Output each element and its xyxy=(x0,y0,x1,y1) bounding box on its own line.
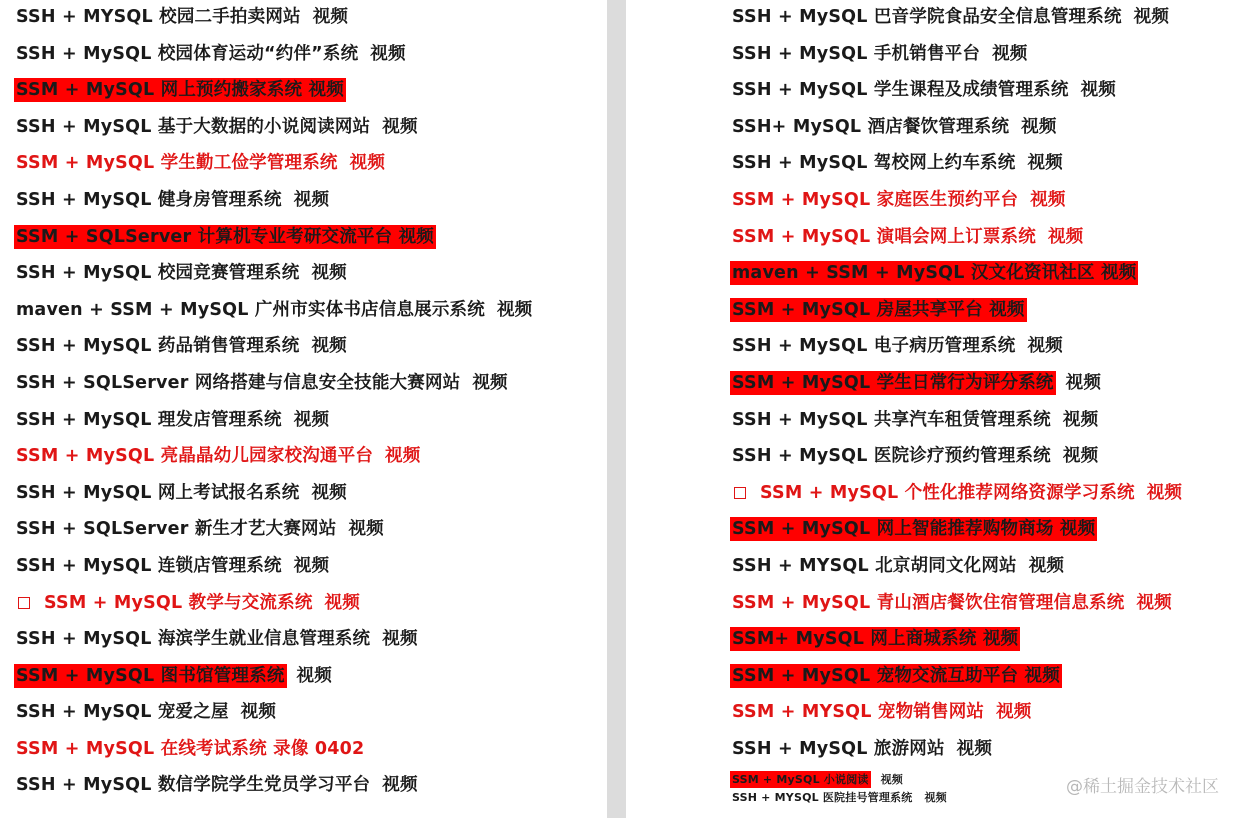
item-suffix: 视频 xyxy=(1133,7,1170,27)
item-title: SSM + MySQL 亮晶晶幼儿园家校沟通平台 xyxy=(16,446,374,467)
item-title: SSH + MySQL 基于大数据的小说阅读网站 xyxy=(16,116,371,137)
item-suffix: 视频 xyxy=(1030,189,1066,210)
item-title: SSM + MySQL 教学与交流系统 xyxy=(44,592,313,613)
list-item xyxy=(730,187,1182,224)
list-item xyxy=(730,370,1182,407)
list-item xyxy=(730,736,1182,773)
project-list-right xyxy=(730,4,1182,808)
list-item xyxy=(14,443,532,480)
item-title: SSH + MySQL 旅游网站 xyxy=(732,738,945,759)
item-suffix: 视频 xyxy=(1021,116,1057,137)
item-suffix: 视频 xyxy=(370,43,406,64)
item-suffix: 视频 xyxy=(293,409,330,430)
item-suffix: 视频 xyxy=(1146,482,1183,503)
item-suffix: 视频 xyxy=(996,702,1032,723)
list-item xyxy=(730,590,1182,627)
item-title: SSM + MySQL 学生勤工俭学管理系统 xyxy=(16,153,338,174)
item-title: SSM + MySQL 小说阅读 xyxy=(732,773,869,787)
list-item xyxy=(14,663,532,700)
item-title: SSM + MySQL 房屋共享平台 视频 xyxy=(732,299,1025,320)
item-title: SSM + MySQL 学生日常行为评分系统 xyxy=(732,372,1054,393)
item-title: SSH + MySQL 校园体育运动“约伴”系统 xyxy=(16,43,359,64)
item-suffix: 视频 xyxy=(496,299,533,320)
item-suffix: 视频 xyxy=(1080,80,1116,101)
item-suffix: 视频 xyxy=(293,555,330,576)
list-item xyxy=(14,480,532,517)
item-title: SSH + MySQL 海滨学生就业信息管理系统 xyxy=(16,629,371,650)
item-title: SSH + MYSQL 医院挂号管理系统 xyxy=(732,791,913,805)
item-title: maven + SSM + MySQL 汉文化资讯社区 视频 xyxy=(732,263,1137,284)
item-suffix: 视频 xyxy=(311,482,347,503)
item-title: maven + SSM + MySQL 广州市实体书店信息展示系统 xyxy=(16,299,485,320)
item-title: SSM + MYSQL 宠物销售网站 xyxy=(732,702,985,723)
item-suffix: 视频 xyxy=(472,372,508,393)
item-suffix: 视频 xyxy=(348,519,384,540)
item-suffix: 视频 xyxy=(1027,336,1063,357)
list-item xyxy=(730,114,1182,151)
item-suffix: 视频 xyxy=(924,791,947,805)
item-title: SSH+ MySQL 酒店餐饮管理系统 xyxy=(732,116,1010,137)
watermark: @稀土掘金技术社区 xyxy=(1066,777,1219,797)
list-item xyxy=(14,772,532,809)
checkbox-icon xyxy=(18,597,30,609)
item-suffix: 视频 xyxy=(382,629,418,650)
item-suffix: 视频 xyxy=(296,665,332,686)
list-item xyxy=(14,260,532,297)
item-suffix: 视频 xyxy=(382,775,418,796)
list-item xyxy=(14,699,532,736)
list-item xyxy=(14,333,532,370)
item-title: SSM + MySQL 在线考试系统 录像 0402 xyxy=(16,738,365,759)
list-item xyxy=(14,626,532,663)
item-suffix: 视频 xyxy=(312,7,349,27)
list-item xyxy=(730,41,1182,78)
list-item xyxy=(14,516,532,553)
item-title: SSH + MySQL 理发店管理系统 xyxy=(16,409,282,430)
item-suffix: 视频 xyxy=(311,336,347,357)
item-title: SSH + SQLServer 网络搭建与信息安全技能大赛网站 xyxy=(16,372,461,393)
item-title: SSH + MySQL 学生课程及成绩管理系统 xyxy=(732,80,1069,101)
list-item xyxy=(14,553,532,590)
item-suffix: 视频 xyxy=(240,702,277,723)
item-title: SSH + MySQL 连锁店管理系统 xyxy=(16,555,282,576)
item-title: SSM + MySQL 网上预约搬家系统 视频 xyxy=(16,80,344,101)
item-title: SSM+ MySQL 网上商城系统 视频 xyxy=(732,629,1019,650)
list-item xyxy=(14,224,532,261)
checkbox-icon xyxy=(734,487,746,499)
item-title: SSH + MySQL 网上考试报名系统 xyxy=(16,482,300,503)
item-suffix: 视频 xyxy=(293,189,330,210)
list-item xyxy=(14,297,532,334)
item-suffix: 视频 xyxy=(956,738,993,759)
list-item xyxy=(730,77,1182,114)
item-suffix: 视频 xyxy=(324,592,360,613)
list-item xyxy=(730,516,1182,553)
item-suffix: 视频 xyxy=(385,446,421,467)
item-title: SSH + MySQL 药品销售管理系统 xyxy=(16,336,300,357)
list-item xyxy=(14,150,532,187)
list-item xyxy=(730,699,1182,736)
item-suffix: 视频 xyxy=(1065,372,1102,393)
item-title: SSM + SQLServer 计算机专业考研交流平台 视频 xyxy=(16,226,435,247)
project-list-left xyxy=(14,4,532,809)
list-item xyxy=(14,187,532,224)
list-item xyxy=(730,480,1182,517)
item-title: SSM + MySQL 宠物交流互助平台 视频 xyxy=(732,665,1060,686)
item-title: SSM + MySQL 家庭医生预约平台 xyxy=(732,189,1019,210)
item-title: SSH + MySQL 宠爱之屋 xyxy=(16,702,229,723)
item-title: SSH + MySQL 校园竞赛管理系统 xyxy=(16,263,300,284)
item-suffix: 视频 xyxy=(1047,226,1084,247)
list-item xyxy=(730,260,1182,297)
item-suffix: 视频 xyxy=(382,116,418,137)
list-item xyxy=(730,407,1182,444)
item-title: SSH + MYSQL 校园二手拍卖网站 xyxy=(16,7,301,27)
list-item xyxy=(730,443,1182,480)
list-item xyxy=(730,4,1182,41)
list-item xyxy=(14,41,532,78)
list-item xyxy=(730,663,1182,700)
item-suffix: 视频 xyxy=(349,153,386,174)
item-title: SSM + MySQL 演唱会网上订票系统 xyxy=(732,226,1036,247)
item-title: SSH + MySQL 共享汽车租赁管理系统 xyxy=(732,409,1051,430)
list-item xyxy=(14,370,532,407)
item-suffix: 视频 xyxy=(1062,409,1099,430)
list-item xyxy=(14,4,532,41)
item-suffix: 视频 xyxy=(880,773,904,787)
list-item xyxy=(14,736,532,773)
list-item xyxy=(14,407,532,444)
item-title: SSH + MySQL 健身房管理系统 xyxy=(16,189,282,210)
list-item xyxy=(14,590,532,627)
list-item xyxy=(730,150,1182,187)
item-suffix: 视频 xyxy=(1062,446,1099,467)
item-title: SSH + MySQL 电子病历管理系统 xyxy=(732,336,1016,357)
item-suffix: 视频 xyxy=(992,43,1028,64)
list-item xyxy=(14,77,532,114)
item-title: SSH + MySQL 医院诊疗预约管理系统 xyxy=(732,446,1051,467)
item-title: SSH + MySQL 巴音学院食品安全信息管理系统 xyxy=(732,7,1122,27)
item-suffix: 视频 xyxy=(1027,153,1063,174)
item-title: SSM + MySQL 个性化推荐网络资源学习系统 xyxy=(760,482,1135,503)
item-title: SSH + MySQL 手机销售平台 xyxy=(732,43,981,64)
item-title: SSH + SQLServer 新生才艺大赛网站 xyxy=(16,519,337,540)
list-item xyxy=(730,297,1182,334)
item-title: SSH + MYSQL 北京胡同文化网站 xyxy=(732,555,1017,576)
list-item xyxy=(730,626,1182,663)
item-title: SSM + MySQL 青山酒店餐饮住宿管理信息系统 xyxy=(732,592,1125,613)
list-item xyxy=(730,553,1182,590)
item-title: SSH + MySQL 数信学院学生党员学习平台 xyxy=(16,775,371,796)
document-page-left xyxy=(0,0,607,818)
item-suffix: 视频 xyxy=(1136,592,1172,613)
list-item xyxy=(730,333,1182,370)
item-suffix: 视频 xyxy=(311,263,347,284)
item-title: SSH + MySQL 驾校网上约车系统 xyxy=(732,153,1016,174)
item-suffix: 视频 xyxy=(1028,555,1065,576)
item-title: SSM + MySQL 网上智能推荐购物商场 视频 xyxy=(732,519,1096,540)
list-item xyxy=(730,224,1182,261)
page-gap xyxy=(607,0,626,818)
document-page-right xyxy=(626,0,1241,818)
list-item xyxy=(14,114,532,151)
item-title: SSM + MySQL 图书馆管理系统 xyxy=(16,665,285,686)
